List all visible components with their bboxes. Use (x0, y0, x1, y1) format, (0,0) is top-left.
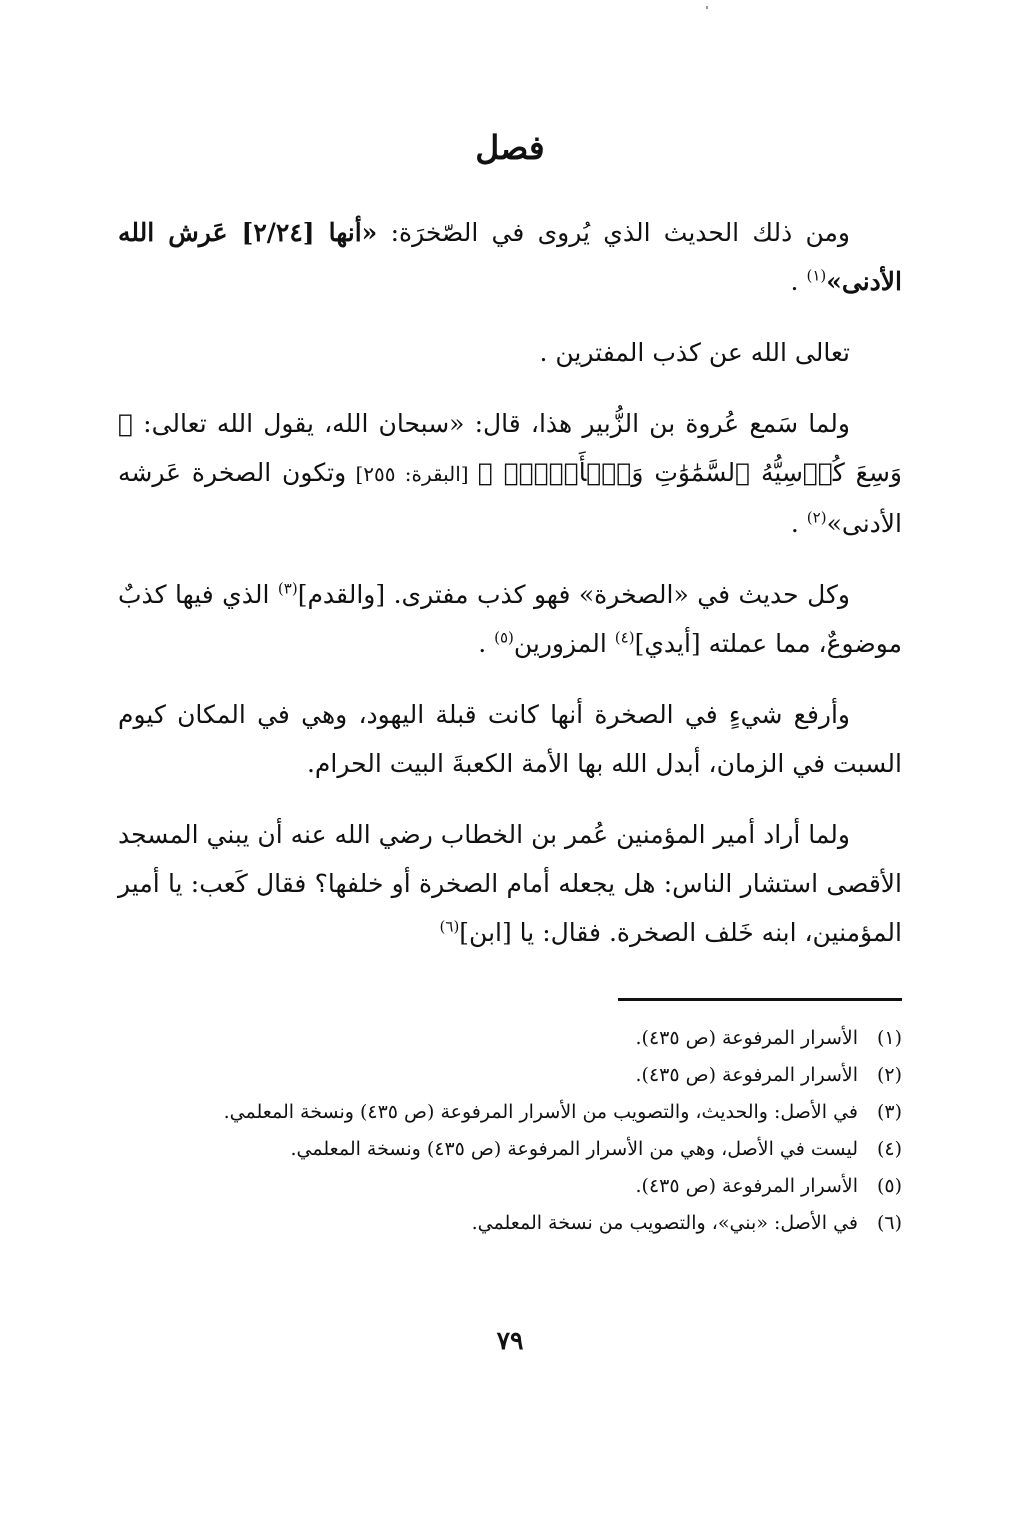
page-number: ٧٩ (496, 1326, 524, 1355)
paragraph-3-end: . (790, 509, 807, 538)
footnote (118, 1168, 902, 1205)
main-text (118, 208, 902, 979)
paragraph-4-text-a: وكل حديث في «الصخرة» فهو كذب مفترى. [والقدم] (297, 580, 850, 609)
verse-reference: [البقرة: ٢٥٥] (346, 462, 478, 486)
paragraph-1 (118, 208, 902, 306)
footnote-number: (٤) (876, 1138, 902, 1160)
footnote (118, 1094, 902, 1131)
footnote-number: (٦) (876, 1212, 902, 1234)
chapter-heading: فصل (475, 128, 545, 167)
footnote-text: في الأصل: «بني»، والتصويب من نسخة المعلمي. (471, 1212, 858, 1234)
paragraph-4-text-c: المزورين (513, 629, 615, 658)
book-page (118, 0, 902, 1526)
footnote-number: (٥) (876, 1175, 902, 1197)
footnote-ref-2: (٢) (806, 508, 827, 527)
quran-verse: ﴿ وَسِعَ كُرۡسِيُّهُ ٱلسَّمَٰوَٰتِ وَٱلۡأَرۡضَۖ ﴾ (118, 409, 902, 487)
scan-mark (706, 6, 708, 9)
footnote-ref-4: (٤) (614, 628, 635, 647)
footnote (118, 1057, 902, 1094)
footnote-divider (618, 998, 902, 1001)
footnote-number: (٢) (876, 1064, 902, 1086)
paragraph-2: تعالى الله عن كذب المفترين . (539, 338, 850, 367)
footnote-ref-6: (٦) (439, 917, 460, 936)
footnote-number: (٣) (876, 1101, 902, 1123)
paragraph-6 (118, 810, 902, 957)
footnotes (118, 1020, 902, 1242)
footnote-text: في الأصل: والحديث، والتصويب من الأسرار المرفوعة (ص ٤٣٥) ونسخة المعلمي. (223, 1101, 858, 1123)
footnote (118, 1131, 902, 1168)
footnote-text: الأسرار المرفوعة (ص ٤٣٥). (635, 1027, 858, 1049)
footnote-ref-5: (٥) (494, 628, 514, 647)
paragraph-6-text: ولما أراد أمير المؤمنين عُمر بن الخطاب رضي الله عنه أن يبني المسجد الأقصى استشار الناس: هل يجعله أمام الصخرة أو خلفها؟ فقال كَعب: يا أمير المؤمنين، ابنه خَلف الصخرة. فقال: يا [ابن] (118, 820, 902, 947)
paragraph-3-text: ولما سَمع عُروة بن الزُّبير هذا، قال: «سبحان الله، يقول الله تعالى: (143, 409, 850, 438)
paragraph-4-end: . (478, 629, 495, 658)
paragraph-4-text-b: الذي فيها كذبٌ موضوعٌ، مما عملته [أيدي] (118, 580, 902, 658)
footnote-text: ليست في الأصل، وهي من الأسرار المرفوعة (ص ٤٣٥) ونسخة المعلمي. (290, 1138, 858, 1160)
footnote-number: (١) (876, 1027, 902, 1049)
paragraph-3-quote: وتكون الصخرة عَرشه الأدنى» (118, 458, 902, 538)
footnote-text: الأسرار المرفوعة (ص ٤٣٥). (635, 1175, 858, 1197)
paragraph-4 (118, 570, 902, 668)
paragraph-5: وأرفع شيءٍ في الصخرة أنها كانت قبلة اليهود، وهي في المكان كيوم السبت في الزمان، أبدل الله بها الأمة الكعبةَ البيت الحرام. (118, 700, 902, 778)
footnote-ref-3: (٣) (277, 579, 298, 598)
paragraph-1-end: . (790, 267, 807, 296)
paragraph-1-text: ومن ذلك الحديث الذي يُروى في الصّخرَة: (377, 218, 850, 247)
paragraph-3 (118, 399, 902, 548)
footnote-text: الأسرار المرفوعة (ص ٤٣٥). (635, 1064, 858, 1086)
footnote (118, 1020, 902, 1057)
footnote-ref-1: (١) (806, 266, 827, 285)
paragraph-1-quote: «أنها [٢/٢٤] عَرش الله الأدنى» (118, 218, 902, 296)
footnote (118, 1205, 902, 1242)
